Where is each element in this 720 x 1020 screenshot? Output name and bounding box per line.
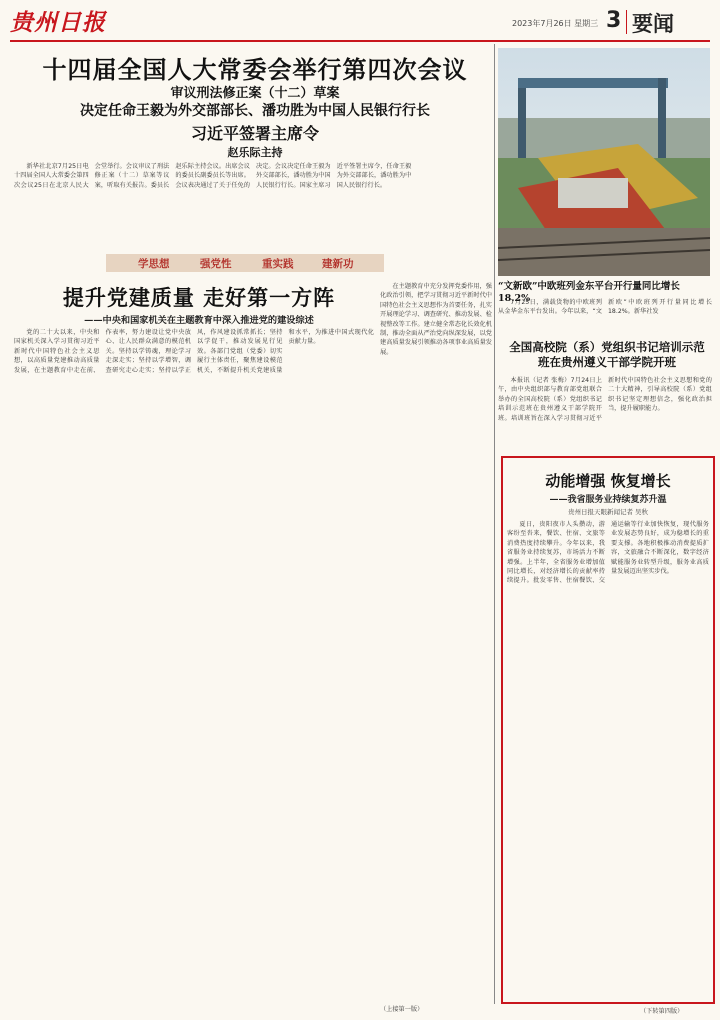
mid-column-body [380, 282, 492, 998]
column-divider [494, 44, 495, 1004]
feature-subhead: ——中央和国家机关在主题教育中深入推进党的建设综述 [84, 315, 314, 326]
banner-item-4: 建新功 [322, 258, 354, 270]
section-label: 要闻 [632, 11, 674, 36]
boxed-subhead: ——我省服务业持续复苏升温 [549, 495, 667, 505]
boxed-body-text: 夏日，贵阳夜市人头攒动，游客纷至沓来，餐饮、住宿、文旅等消费热度持续攀升。今年以来，我省服务业持续复苏，市场活力不断增强。上半年，全省服务业增加值同比增长，对经济增长的贡献率持续提升。批发零售、住宿餐饮、交通运输等行业加快恢复，现代服务业发展态势良好，成为稳增长的重要支撑。各地积极推动消费提质扩容，文旅融合不断深化，数字经济赋能服务业转型升级，服务业高质量发展迈出坚实步伐。 [507, 521, 709, 585]
lead-subhead-2: 决定任命王毅为外交部部长、潘功胜为中国人民银行行长 [80, 103, 430, 119]
train-photo [498, 48, 710, 276]
date-line: 2023年7月26日 星期三 [512, 19, 599, 28]
banner-item-1: 学思想 [138, 258, 170, 270]
lead-headline: 十四届全国人大常委会举行第四次会议 [42, 55, 468, 84]
right-top-body [498, 376, 712, 452]
feature-body-text: 党的二十大以来，中央和国家机关深入学习贯彻习近平新时代中国特色社会主义思想，以高质量党建推动高质量发展，在主题教育中走在前、作表率，努力建设让党中央放心、让人民群众满意的模范机关。坚持以学铸魂，理论学习走深走实；坚持以学增智，调查研究走心走实；坚持以学正风，作风建设抓常抓长；坚持以学促干，推动发展见行见效。各部门党组（党委）切实履行主体责任，聚焦建设模范机关，不断提升机关党建质量和水平，为推进中国式现代化贡献力量。 [14, 329, 374, 374]
theme-banner [106, 254, 384, 272]
lead-body [14, 162, 492, 240]
bottom-left-note: （上接第一版） [380, 1006, 424, 1013]
banner-item-3: 重实践 [262, 258, 294, 270]
lead-subhead-3: 习近平签署主席令 [190, 124, 319, 143]
train-photo-illustration [498, 48, 710, 276]
photo-caption-text: 7月25日，满载货物的中欧班列从金华金东平台发出。今年以来，“文新欧”中欧班列开行量同比增长18.2%。新华社发 [498, 299, 712, 316]
masthead-rule [10, 40, 710, 42]
boxed-body [507, 520, 709, 996]
page-number: 3 [606, 8, 622, 33]
boxed-story [501, 456, 715, 1004]
boxed-headline: 动能增强 恢复增长 [545, 472, 671, 490]
newspaper-logo: 贵州日报 [10, 9, 106, 36]
bottom-right-note: （下转第四版） [640, 1008, 684, 1015]
lead-subhead-1: 审议刑法修正案（十二）草案 [170, 86, 340, 101]
lead-subhead-4: 赵乐际主持 [227, 146, 283, 159]
masthead [0, 0, 720, 44]
right-top-headline: 全国高校院（系）党组织书记培训示范班在贵州遵义干部学院开班 [509, 340, 705, 369]
mid-column-text: 在主题教育中充分发挥党委作用，强化政治引领，把学习贯彻习近平新时代中国特色社会主义思想作为首要任务，扎实开展理论学习、调查研究、推动发展、检视整改等工作。建立健全常态化长效化机制，推动全面从严治党向纵深发展，以党建高质量发展引领推动各项事业高质量发展。 [380, 283, 492, 356]
boxed-byline: 贵州日报天眼新闻记者 吴秋 [567, 508, 649, 516]
banner-item-2: 强党性 [200, 258, 232, 270]
photo-caption [498, 298, 712, 336]
lead-body-text: 新华社北京7月25日电 十四届全国人大常委会第四次会议25日在北京人民大会堂举行。会议审议了刑法修正案（十二）草案等议案，听取有关报告。委员长赵乐际主持会议。出席会议的委员长副委员长等出席。会议表决通过了关于任免的决定。会议决定任命王毅为外交部部长，潘功胜为中国人民银行行长。国家主席习近平签署主席令，任命王毅为外交部部长，潘功胜为中国人民银行行长。 [14, 163, 412, 189]
feature-headline: 提升党建质量 走好第一方阵 [62, 285, 336, 310]
right-top-text: 本报讯（记者 张梅）7月24日上午，由中央组织部与教育部党组联合举办的全国高校院（系）党组织书记培训示范班在贵州遵义干部学院开班。培训班旨在深入学习贯彻习近平新时代中国特色社会主义思想和党的二十大精神，引导高校院（系）党组织书记坚定理想信念，强化政治担当，提升履职能力。 [498, 377, 712, 422]
divider [626, 10, 627, 34]
photo-caption-title: “文新欧”中欧班列金东平台开行量同比增长18.2% [498, 281, 680, 304]
feature-body [14, 328, 374, 996]
